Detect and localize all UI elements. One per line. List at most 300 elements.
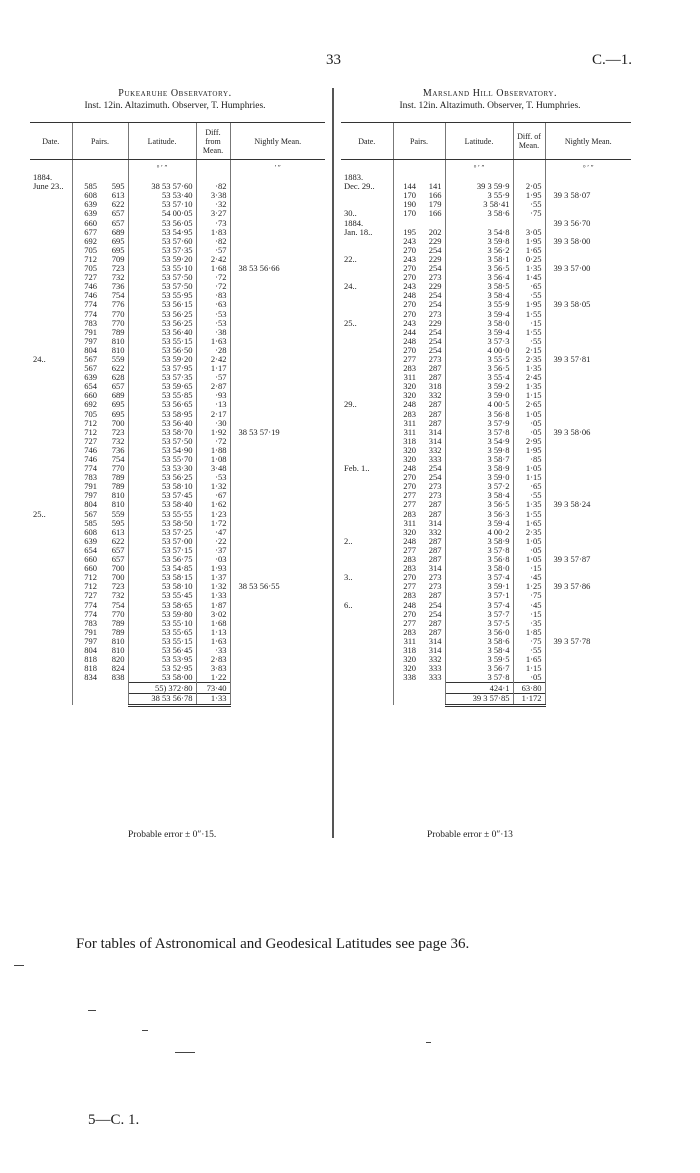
pair-cell: 311 <box>393 519 419 528</box>
nightly-mean-cell <box>230 291 325 300</box>
pair-cell: 277 <box>393 500 419 509</box>
table-row <box>341 601 631 610</box>
nightly-mean-cell <box>230 346 325 355</box>
units-nightly: ° ′ ″ <box>545 160 631 174</box>
date-cell <box>30 655 72 664</box>
latitude-cell: 3 58·41 <box>445 200 513 209</box>
date-cell <box>30 601 72 610</box>
latitude-cell: 3 56·8 <box>445 555 513 564</box>
date-cell <box>341 364 393 373</box>
latitude-cell: 3 57·8 <box>445 673 513 683</box>
diff-cell: 2·45 <box>513 373 545 382</box>
pair-cell: 273 <box>428 581 442 592</box>
latitude-cell: 3 58·0 <box>445 319 513 328</box>
date-cell <box>30 519 72 528</box>
pair-cell: 287 <box>428 508 442 519</box>
pair-cell: 776 <box>111 299 125 310</box>
nightly-mean-cell <box>230 237 325 246</box>
nightly-mean-cell: 39 3 58·00 <box>545 237 631 246</box>
diff-cell: 2·83 <box>196 655 230 664</box>
marsland-latitude-table <box>341 122 631 707</box>
pair-cell: 657 <box>111 381 125 392</box>
table-row <box>341 310 631 319</box>
latitude-cell: 3 54·9 <box>445 437 513 446</box>
nightly-mean-cell <box>230 491 325 500</box>
pair-cell: 834 <box>72 673 100 683</box>
pair-cell: 774 <box>72 610 100 619</box>
date-cell <box>30 419 72 428</box>
diff-cell: ·73 <box>196 219 230 228</box>
diff-cell: 1·83 <box>196 228 230 237</box>
date-cell <box>30 219 72 228</box>
latitude-cell: 3 57·4 <box>445 601 513 610</box>
diff-cell: 1·35 <box>513 364 545 373</box>
pair-cell: 559 <box>111 508 125 519</box>
nightly-mean-cell <box>230 337 325 346</box>
pair-cell: 608 <box>72 191 100 200</box>
table-row <box>341 510 631 519</box>
table-row <box>341 482 631 491</box>
nightly-mean-cell <box>545 328 631 337</box>
speck <box>175 1052 195 1053</box>
latitude-cell: 53 53·40 <box>128 191 196 200</box>
diff-cell: 1·25 <box>513 582 545 591</box>
nightly-mean-cell <box>545 319 631 328</box>
nightly-mean-cell <box>545 382 631 391</box>
date-cell: 24.. <box>33 353 46 364</box>
latitude-cell: 53 56·75 <box>128 555 196 564</box>
diff-cell: ·03 <box>196 555 230 564</box>
diff-cell: ·05 <box>513 419 545 428</box>
latitude-cell: 53 58·70 <box>128 428 196 437</box>
pair-cell: 270 <box>393 300 419 309</box>
nightly-mean-cell <box>545 200 631 209</box>
pair-cell: 810 <box>111 490 125 501</box>
pair-cell: 248 <box>393 464 419 473</box>
nightly-mean-cell <box>230 200 325 209</box>
date-cell: 1883. <box>344 172 364 183</box>
diff-cell: 1·22 <box>196 673 230 683</box>
pair-cell: 754 <box>111 290 125 301</box>
pair-cell: 144 <box>393 182 419 191</box>
diff-cell: ·38 <box>196 328 230 337</box>
probable-error-left: Probable error ± 0″·15. <box>128 830 217 840</box>
latitude-cell: 3 56·8 <box>445 410 513 419</box>
latitude-cell: 53 57·25 <box>128 528 196 537</box>
latitude-cell: 3 59·4 <box>445 519 513 528</box>
pair-cell: 270 <box>393 346 419 355</box>
pair-cell: 283 <box>393 628 419 637</box>
nightly-mean-cell <box>545 373 631 382</box>
latitude-cell: 53 54·90 <box>128 446 196 455</box>
pair-cell: 254 <box>428 344 442 355</box>
nightly-mean-cell <box>230 373 325 382</box>
latitude-cell: 39 3 59·9 <box>445 182 513 191</box>
latitude-cell: 53 57·35 <box>128 373 196 382</box>
pair-cell: 287 <box>428 363 442 374</box>
pair-cell: 311 <box>393 428 419 437</box>
diff-cell: 2·42 <box>196 355 230 364</box>
sum-row <box>341 683 631 694</box>
diff-cell: ·22 <box>196 537 230 546</box>
pair-cell: 789 <box>111 326 125 337</box>
diff-cell: ·65 <box>513 482 545 491</box>
pair-cell: 190 <box>393 200 419 209</box>
blank-cell <box>419 683 445 694</box>
latitude-cell: 53 55·15 <box>128 337 196 346</box>
pair-cell: 613 <box>111 190 125 201</box>
date-cell <box>30 482 72 491</box>
table-row <box>341 200 631 209</box>
diff-cell: 1·95 <box>513 300 545 309</box>
pair-cell: 314 <box>428 563 442 574</box>
latitude-cell: 3 55·5 <box>445 355 513 364</box>
pair-cell: 287 <box>428 626 442 637</box>
date-cell <box>341 582 393 591</box>
pair-cell: 567 <box>72 510 100 519</box>
diff-cell: 1·35 <box>513 500 545 509</box>
date-cell <box>30 664 72 673</box>
latitude-cell: 53 56·25 <box>128 473 196 482</box>
date-cell <box>30 337 72 346</box>
pair-cell: 311 <box>393 637 419 646</box>
latitude-cell: 53 57·10 <box>128 200 196 209</box>
pair-cell: 254 <box>428 608 442 619</box>
pair-cell: 283 <box>393 364 419 373</box>
latitude-cell: 53 53·95 <box>128 655 196 664</box>
latitude-cell: 3 57·3 <box>445 337 513 346</box>
date-cell <box>341 482 393 491</box>
diff-cell: 1·35 <box>513 264 545 273</box>
diff-cell: ·75 <box>513 591 545 600</box>
diff-cell: 1·05 <box>513 537 545 546</box>
date-cell <box>30 564 72 573</box>
latitude-cell: 53 59·65 <box>128 382 196 391</box>
pair-cell: 810 <box>111 499 125 510</box>
pair-cell: 791 <box>72 628 100 637</box>
date-cell <box>341 437 393 446</box>
pair-cell: 657 <box>111 544 125 555</box>
nightly-mean-cell: 39 3 56·70 <box>545 219 631 228</box>
nightly-mean-cell <box>230 500 325 509</box>
latitude-cell: 53 57·50 <box>128 437 196 446</box>
pair-cell: 254 <box>428 326 442 337</box>
nightly-mean-cell <box>545 564 631 573</box>
diff-cell: 1·55 <box>513 310 545 319</box>
date-cell <box>341 410 393 419</box>
date-cell <box>30 191 72 200</box>
date-cell: 25.. <box>344 317 357 328</box>
instrument-line-right: Inst. 12in. Altazimuth. Observer, T. Humphries. <box>399 101 581 111</box>
table-row <box>341 246 631 255</box>
diff-cell: 1·15 <box>513 391 545 400</box>
nightly-mean-cell: 39 3 57·81 <box>545 355 631 364</box>
latitude-cell: 53 56·45 <box>128 646 196 655</box>
pair-cell: 774 <box>72 464 100 473</box>
pair-cell: 723 <box>111 426 125 437</box>
probable-error-right: Probable error ± 0″·13 <box>427 830 513 840</box>
diff-cell: ·55 <box>513 646 545 655</box>
date-cell <box>30 610 72 619</box>
date-cell <box>30 637 72 646</box>
pukearuhe-section-header <box>30 88 320 111</box>
pair-cell: 270 <box>393 273 419 282</box>
pair-cell: 244 <box>393 328 419 337</box>
date-cell <box>30 628 72 637</box>
nightly-mean-cell <box>545 510 631 519</box>
diff-cell: ·82 <box>196 237 230 246</box>
pair-cell: 254 <box>428 335 442 346</box>
mean-latitude: 38 53 56·78 <box>128 694 196 705</box>
diff-cell: 1·55 <box>513 328 545 337</box>
pair-cell: 689 <box>111 390 125 401</box>
table-row <box>341 319 631 328</box>
blank-cell <box>72 683 100 694</box>
nightly-mean-cell <box>545 410 631 419</box>
date-cell <box>30 410 72 419</box>
diff-cell: ·05 <box>513 428 545 437</box>
blank-cell <box>419 694 445 705</box>
diff-cell: 1·95 <box>513 446 545 455</box>
pair-cell: 333 <box>428 454 442 464</box>
pair-cell: 622 <box>111 535 125 546</box>
nightly-mean-cell <box>230 473 325 482</box>
date-cell <box>30 264 72 273</box>
date-cell <box>30 591 72 600</box>
table-row <box>341 446 631 455</box>
pair-cell: 746 <box>72 455 100 464</box>
latitude-cell: 3 59·4 <box>445 310 513 319</box>
nightly-mean-cell: 39 3 58·24 <box>545 500 631 509</box>
pair-cell: 287 <box>428 544 442 555</box>
pair-cell: 229 <box>428 253 442 264</box>
blank-cell <box>393 694 419 705</box>
nightly-mean-cell <box>230 228 325 237</box>
date-cell <box>30 273 72 282</box>
pair-cell: 248 <box>393 601 419 610</box>
latitude-cell: 53 57·15 <box>128 546 196 555</box>
nightly-mean-cell <box>230 546 325 555</box>
units-latitude: ° ′ ″ <box>128 160 196 174</box>
latitude-cell: 53 55·15 <box>128 637 196 646</box>
nightly-mean-cell <box>545 646 631 655</box>
date-cell <box>30 619 72 628</box>
latitude-cell: 53 58·10 <box>128 482 196 491</box>
table-row <box>341 273 631 282</box>
pair-cell: 287 <box>428 554 442 565</box>
pair-cell: 202 <box>428 226 442 237</box>
diff-cell: 1·92 <box>196 428 230 437</box>
latitude-cell: 53 54·85 <box>128 564 196 573</box>
diff-cell: ·15 <box>513 319 545 328</box>
diff-cell: 2·42 <box>196 255 230 264</box>
latitude-cell: 3 56·7 <box>445 664 513 673</box>
units-latitude: ° ′ ″ <box>445 160 513 174</box>
pair-cell: 639 <box>72 373 100 382</box>
nightly-mean-cell: 39 3 58·05 <box>545 300 631 309</box>
diff-cell: 1·72 <box>196 519 230 528</box>
pair-cell: 248 <box>393 400 419 409</box>
pair-cell: 248 <box>393 537 419 546</box>
date-cell: 29.. <box>344 399 357 410</box>
latitude-cell: 53 59·20 <box>128 255 196 264</box>
diff-cell: ·05 <box>513 546 545 555</box>
table-row <box>341 473 631 482</box>
latitude-cell: 3 59·8 <box>445 446 513 455</box>
diff-cell: 1·65 <box>513 655 545 664</box>
pair-cell: 270 <box>393 264 419 273</box>
date-cell <box>30 237 72 246</box>
header-diff: Diff. of Mean. <box>513 123 545 160</box>
pair-cell: 712 <box>72 255 100 264</box>
diff-cell: 3·05 <box>513 228 545 237</box>
diff-cell: 3·38 <box>196 191 230 200</box>
pair-cell: 774 <box>72 601 100 610</box>
diff-cell: 2·87 <box>196 382 230 391</box>
date-cell <box>341 264 393 273</box>
diff-cell: 3·02 <box>196 610 230 619</box>
nightly-mean-cell <box>230 319 325 328</box>
date-cell <box>30 364 72 373</box>
pair-cell: 314 <box>428 644 442 655</box>
table-row <box>341 673 631 683</box>
latitude-cell: 3 56·0 <box>445 628 513 637</box>
nightly-mean-cell <box>230 591 325 600</box>
pair-cell: 791 <box>72 482 100 491</box>
date-cell: 2.. <box>344 535 353 546</box>
diff-cell: 2·15 <box>513 346 545 355</box>
pair-cell: 320 <box>393 455 419 464</box>
date-cell <box>30 228 72 237</box>
nightly-mean-cell <box>545 282 631 291</box>
blank-cell <box>341 694 393 705</box>
diff-cell: 1·32 <box>196 582 230 591</box>
date-cell <box>30 546 72 555</box>
nightly-mean-cell <box>230 282 325 291</box>
pair-cell: 273 <box>428 572 442 583</box>
date-cell <box>341 491 393 500</box>
diff-cell: 1·93 <box>196 564 230 573</box>
date-cell <box>341 382 393 391</box>
date-cell: 1884. <box>33 172 53 183</box>
date-cell <box>30 282 72 291</box>
date-cell: 30.. <box>344 208 357 219</box>
diff-cell: ·72 <box>196 437 230 446</box>
latitude-cell: 3 57·5 <box>445 619 513 628</box>
latitude-cell: 53 59·80 <box>128 610 196 619</box>
pair-cell: 628 <box>111 372 125 383</box>
diff-cell: ·55 <box>513 291 545 300</box>
nightly-mean-cell <box>545 664 631 673</box>
observatory-title-left: Pukearuhe Observatory. <box>118 88 232 99</box>
diff-cell: ·15 <box>513 564 545 573</box>
table-row <box>341 328 631 337</box>
date-cell <box>30 446 72 455</box>
diff-cell: 2·17 <box>196 410 230 419</box>
pair-cell: 660 <box>72 219 100 228</box>
pair-cell: 746 <box>72 446 100 455</box>
nightly-mean-cell: 39 3 58·07 <box>545 191 631 200</box>
latitude-cell: 3 56·5 <box>445 364 513 373</box>
latitude-cell: 3 59·2 <box>445 382 513 391</box>
pair-cell: 736 <box>111 281 125 292</box>
pair-cell: 705 <box>72 410 100 419</box>
latitude-cell: 3 58·6 <box>445 209 513 218</box>
nightly-mean-cell <box>545 473 631 482</box>
pair-cell: 318 <box>393 646 419 655</box>
diff-cell: ·45 <box>513 573 545 582</box>
diff-cell: 1·32 <box>196 482 230 491</box>
pair-cell: 585 <box>72 182 100 191</box>
nightly-mean-cell <box>230 664 325 673</box>
diff-cell: 1·17 <box>196 364 230 373</box>
pair-cell: 273 <box>428 272 442 283</box>
diff-cell: ·47 <box>196 528 230 537</box>
date-cell <box>341 664 393 673</box>
table-row <box>341 219 631 228</box>
pair-cell: 270 <box>393 482 419 491</box>
pair-cell: 332 <box>428 654 442 665</box>
pair-cell: 585 <box>72 519 100 528</box>
pair-cell: 320 <box>393 528 419 537</box>
pair-cell: 677 <box>72 228 100 237</box>
nightly-mean-cell: 39 3 57·00 <box>545 264 631 273</box>
nightly-mean-cell <box>230 246 325 255</box>
pair-cell: 243 <box>393 319 419 328</box>
latitude-cell: 3 55·4 <box>445 373 513 382</box>
pair-cell: 700 <box>111 563 125 574</box>
pair-cell: 332 <box>428 444 442 455</box>
table-row <box>341 646 631 655</box>
table-row <box>341 391 631 400</box>
diff-cell: 1·63 <box>196 637 230 646</box>
diff-cell: 1·15 <box>513 664 545 673</box>
pair-cell: 170 <box>393 209 419 218</box>
table-row <box>341 282 631 291</box>
table-row <box>341 373 631 382</box>
date-cell: Dec. 29.. <box>344 181 375 192</box>
latitude-cell: 53 58·00 <box>128 673 196 683</box>
pair-cell: 273 <box>428 481 442 492</box>
header-date: Date. <box>30 123 72 160</box>
pair-cell: 229 <box>428 281 442 292</box>
header-pairs: Pairs. <box>72 123 128 160</box>
date-cell <box>341 519 393 528</box>
pair-cell: 270 <box>393 610 419 619</box>
diff-cell: 2·35 <box>513 355 545 364</box>
nightly-mean-cell <box>230 564 325 573</box>
latitude-cell: 3 56·5 <box>445 264 513 273</box>
pair-cell: 254 <box>428 472 442 483</box>
pair-cell: 727 <box>72 591 100 600</box>
latitude-cell: 3 57·7 <box>445 610 513 619</box>
pair-cell: 283 <box>393 591 419 600</box>
nightly-mean-cell <box>230 619 325 628</box>
pair-cell: 732 <box>111 435 125 446</box>
pair-cell: 166 <box>428 190 442 201</box>
table-row <box>341 582 631 591</box>
pair-cell: 789 <box>111 617 125 628</box>
pair-cell: 283 <box>393 564 419 573</box>
date-cell <box>341 619 393 628</box>
date-cell: Jan. 18.. <box>344 226 373 237</box>
date-cell <box>341 446 393 455</box>
date-cell <box>341 346 393 355</box>
mean-row <box>341 694 631 705</box>
pair-cell: 595 <box>111 181 125 192</box>
marsland-section-header <box>340 88 640 111</box>
diff-cell: 1·05 <box>513 555 545 564</box>
